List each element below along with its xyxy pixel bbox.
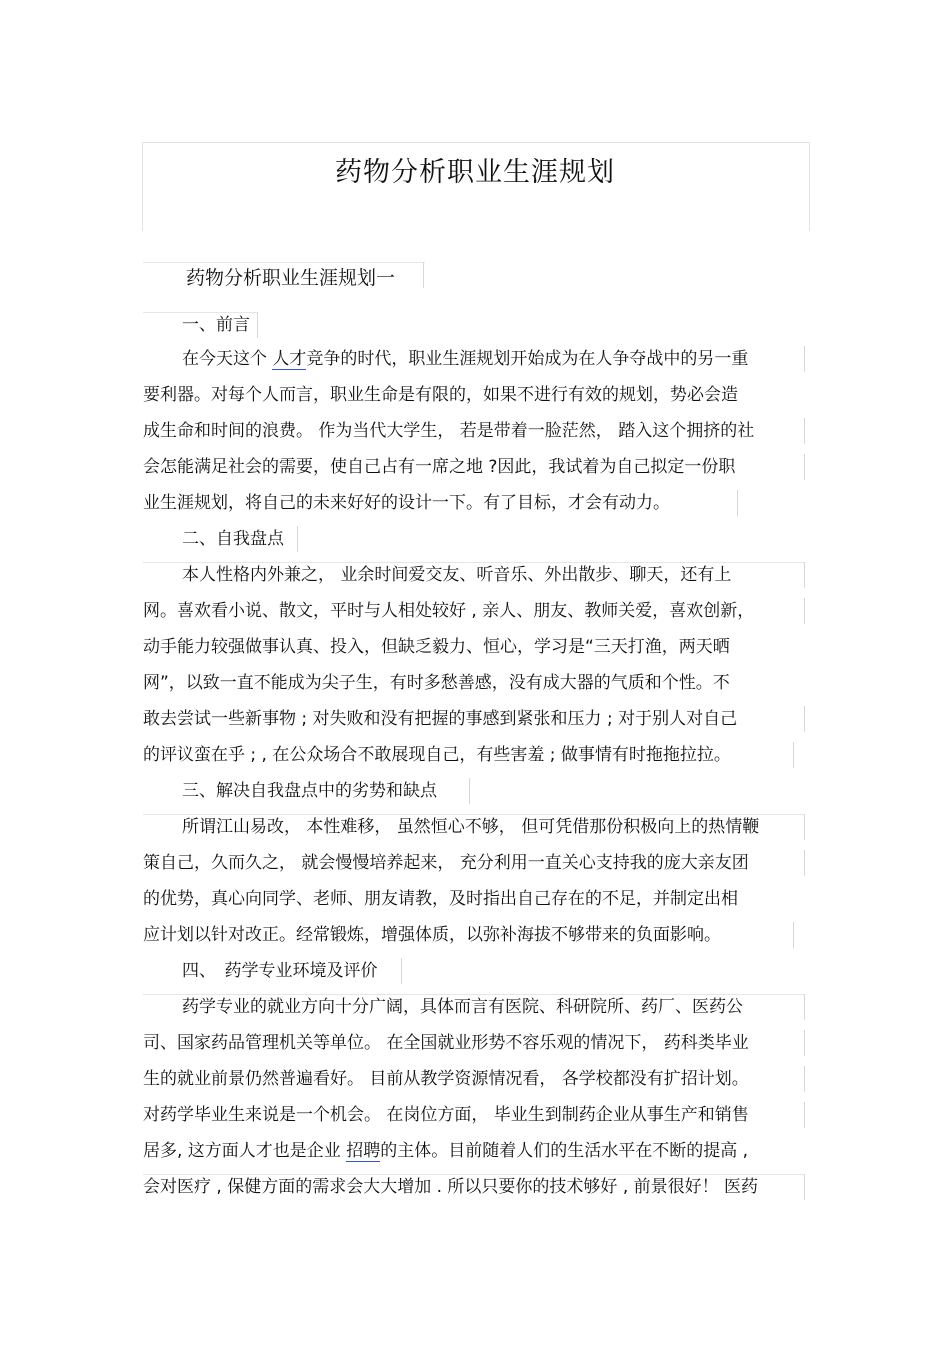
paragraph-line: 会对医疗 , 保健方面的需求会大大增加 . 所以只要你的技术够好 , 前景很好！ 医药	[143, 1177, 759, 1197]
section-marker	[297, 526, 298, 552]
paragraph-line: 要利器。对每个人而言，职业生命是有限的，如果不进行有效的规划，势必会造	[143, 385, 738, 405]
section-marker	[469, 778, 470, 804]
line-marker	[804, 1030, 805, 1056]
paragraph-line: 成生命和时间的浪费。 作为当代大学生， 若是带着一脸茫然， 踏入这个拥挤的社	[143, 421, 755, 441]
section-heading-solutions: 三、解决自我盘点中的劣势和缺点	[182, 781, 437, 801]
paragraph-line: 会怎能满足社会的需要，使自己占有一席之地 ?因此，我试着为自己拟定一份职	[143, 457, 736, 477]
paragraph-line: 策自己，久而久之， 就会慢慢培养起来， 充分利用一直关心支持我的庞大亲友团	[143, 853, 749, 873]
line-marker	[804, 1066, 805, 1092]
paragraph-line: 敢去尝试一些新事物 ; 对失败和没有把握的事感到紧张和压力 ; 对于别人对自己	[143, 709, 738, 729]
page-title: 药物分析职业生涯规划	[335, 157, 615, 188]
line-marker	[804, 346, 805, 372]
document-subtitle: 药物分析职业生涯规划一	[186, 267, 396, 289]
paragraph-line: 司、国家药品管理机关等单位。 在全国就业形势不容乐观的情况下， 药科类毕业	[143, 1033, 749, 1053]
paragraph-line: 在今天这个 人才竞争的时代，职业生涯规划开始成为在人争夺战中的另一重	[182, 349, 749, 369]
section-marker	[401, 958, 402, 984]
paragraph-line: 网。喜欢看小说、散文，平时与人相处较好 , 亲人、朋友、教师关爱，喜欢创新，	[143, 601, 755, 621]
paragraph-line: 应计划以针对改正。经常锻炼，增强体质，以弥补海拔不够带来的负面影响。	[143, 925, 721, 945]
paragraph-line: 对药学毕业生来说是一个机会。 在岗位方面， 毕业生到制药企业从事生产和销售	[143, 1105, 749, 1125]
line-marker	[793, 742, 794, 768]
paragraph-line: 动手能力较强做事认真、投入，但缺乏毅力、恒心，学习是“三天打渔，两天晒	[143, 637, 730, 657]
line-marker	[804, 454, 805, 480]
line-marker	[804, 1102, 805, 1128]
line-marker	[737, 490, 738, 516]
paragraph-rule	[143, 814, 805, 815]
talent-link[interactable]: 人才	[272, 349, 307, 369]
line-marker	[804, 814, 805, 840]
section-heading-foreword: 一、前言	[182, 315, 250, 335]
line-marker	[793, 922, 794, 948]
line-marker	[804, 850, 805, 876]
paragraph-line: 所谓江山易改， 本性难移， 虽然恒心不够， 但可凭借那份积极向上的热情鞭	[182, 817, 760, 837]
paragraph-line: 的评议蛮在乎 ; , 在公众场合不敢展现自己，有些害羞 ; 做事情有时拖拖拉拉。	[143, 745, 731, 765]
recruitment-link[interactable]: 招聘	[346, 1141, 381, 1161]
line-marker	[804, 1174, 805, 1200]
section-marker	[257, 312, 258, 338]
paragraph-rule	[143, 562, 805, 563]
paragraph-rule	[143, 994, 805, 995]
subtitle-marker	[423, 262, 424, 288]
line-marker	[804, 994, 805, 1020]
paragraph-line: 的优势，真心向同学、老师、朋友请教，及时指出自己存在的不足，并制定出相	[143, 889, 738, 909]
paragraph-line: 生的就业前景仍然普遍看好。 目前从教学资源情况看， 各学校都没有扩招计划。	[143, 1069, 749, 1089]
line-marker	[804, 598, 805, 624]
section-heading-pharmacy-environment: 四、 药学专业环境及评价	[182, 961, 378, 981]
line-marker	[804, 706, 805, 732]
paragraph-line: 业生涯规划，将自己的未来好好的设计一下。有了目标，才会有动力。	[143, 493, 670, 513]
section-heading-self-assessment: 二、自我盘点	[182, 529, 284, 549]
paragraph-line: 药学专业的就业方向十分广阔，具体而言有医院、科研院所、药厂、医药公	[182, 997, 743, 1017]
section-rule	[143, 312, 258, 313]
paragraph-rule	[143, 1174, 805, 1175]
line-marker	[804, 562, 805, 588]
paragraph-line: 居多, 这方面人才也是企业 招聘的主体。目前随着人们的生活水平在不断的提高 ,	[143, 1141, 749, 1161]
paragraph-line: 网”，以致一直不能成为尖子生，有时多愁善感，没有成大器的气质和个性。不	[143, 673, 730, 693]
line-marker	[804, 418, 805, 444]
paragraph-line: 本人性格内外兼之， 业余时间爱交友、听音乐、外出散步、聊天，还有上	[182, 565, 732, 585]
